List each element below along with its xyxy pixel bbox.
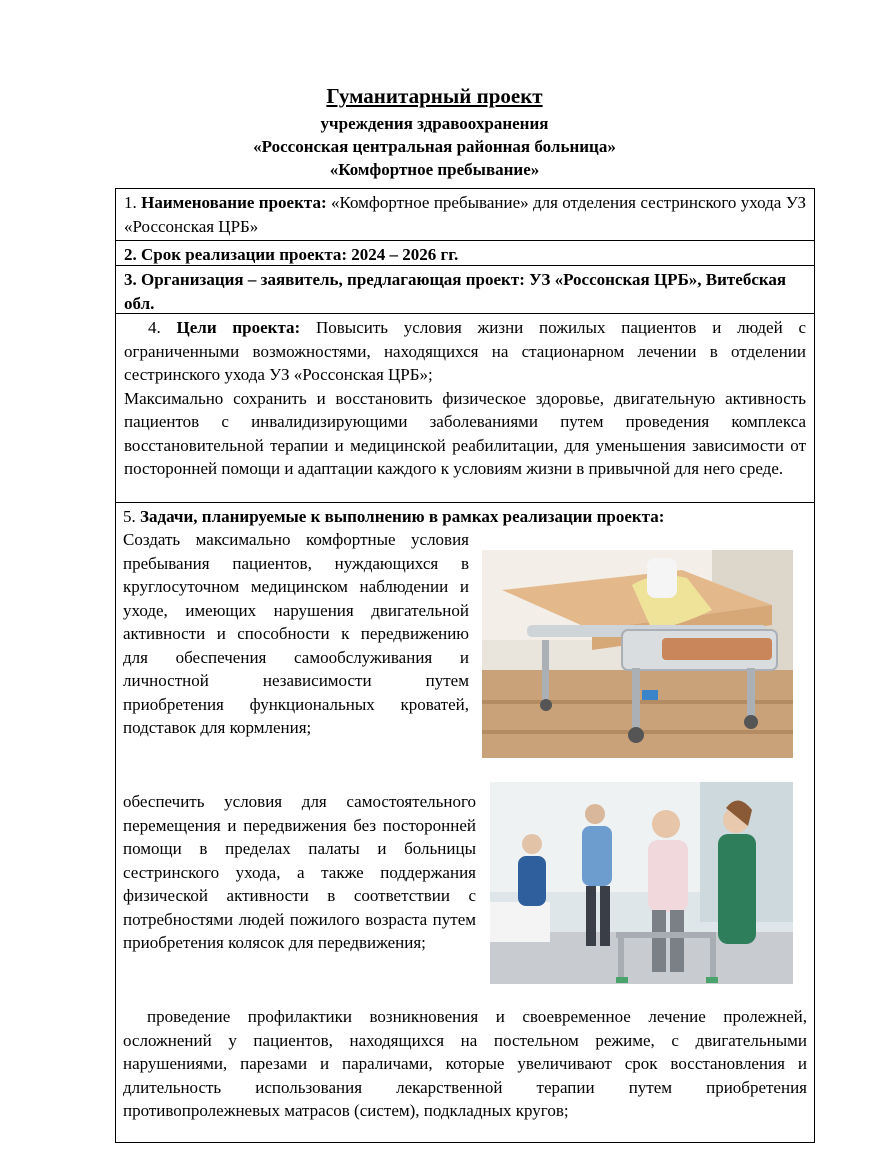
row-label: Цели проекта:: [176, 318, 301, 337]
row-number: 5.: [123, 507, 136, 526]
row-text: 3. Организация – заявитель, предлагающая проект: УЗ «Россонская ЦРБ», Витебская обл.: [124, 270, 787, 313]
row-organization: [116, 266, 814, 314]
elderly-walker-image: [490, 782, 793, 984]
row-duration: [116, 241, 814, 266]
hospital-bed-image: [482, 550, 793, 758]
row-text: Повысить условия жизни пожилых пациентов и людей с ограниченными возможностями, находящихся на стационарном лечении в отделении сестринского ухода УЗ «Россонская ЦРБ»;: [124, 318, 806, 384]
tasks-paragraph-1: Создать максимально комфортные условия пребывания пациентов, нуждающихся в круглосуточном медицинском наблюдении и уходе, имеющих нарушения двигательной активности и способности к передвижению для обеспечения самообслуживания и личностной независимости путем приобретения функциональных кроватей, подставок для кормления;: [123, 530, 469, 737]
subtitle-hospital: «Россонская центральная районная больница»: [253, 137, 616, 156]
elderly-walker-photo: [490, 782, 793, 984]
hospital-bed-photo: [482, 550, 793, 758]
tasks-paragraph-3: проведение профилактики возникновения и своевременное лечение пролежней, осложнений у пациентов, находящихся на постельном режиме, с двигательными нарушениями, парезами и параличами, которые увеличивают срок восстановления и длительность использования лекарственной терапии путем приобретения противопролежневых матрасов (систем), подкладных кругов;: [123, 1007, 807, 1120]
document-title: Гуманитарный проект: [326, 84, 543, 108]
row-number: 4.: [148, 318, 161, 337]
row-project-name: [116, 189, 814, 241]
tasks-paragraph-2: обеспечить условия для самостоятельного перемещения и передвижения без посторонней помощи в пределах палаты и больницы сестринского ухода, а также поддержания физической активности в соответствии с потребностями людей пожилого возраста путем приобретения колясок для передвижения;: [123, 792, 476, 952]
subtitle-institution: учреждения здравоохранения: [320, 114, 549, 133]
subtitle-project: «Комфортное пребывание»: [329, 160, 540, 179]
row-label: Наименование проекта:: [141, 193, 327, 212]
row-text: «Комфортное пребывание» для отделения сестринского ухода УЗ «Россонская ЦРБ»: [124, 193, 807, 236]
row-goals: [116, 314, 814, 503]
row-number: 1.: [124, 193, 137, 212]
row-text: 2. Срок реализации проекта: 2024 – 2026 гг.: [124, 245, 459, 264]
tasks-heading: [123, 505, 807, 529]
row-label: Задачи, планируемые к выполнению в рамках реализации проекта:: [140, 507, 665, 526]
goals-paragraph-2: Максимально сохранить и восстановить физическое здоровье, двигательную активность пациентов с инвалидизирующими заболеваниями путем проведения комплекса восстановительной терапии и медицинской реабилитации, для уменьшения зависимости от посторонней помощи и адаптации каждого к условиям жизни в привычной для него среде.: [124, 388, 806, 478]
